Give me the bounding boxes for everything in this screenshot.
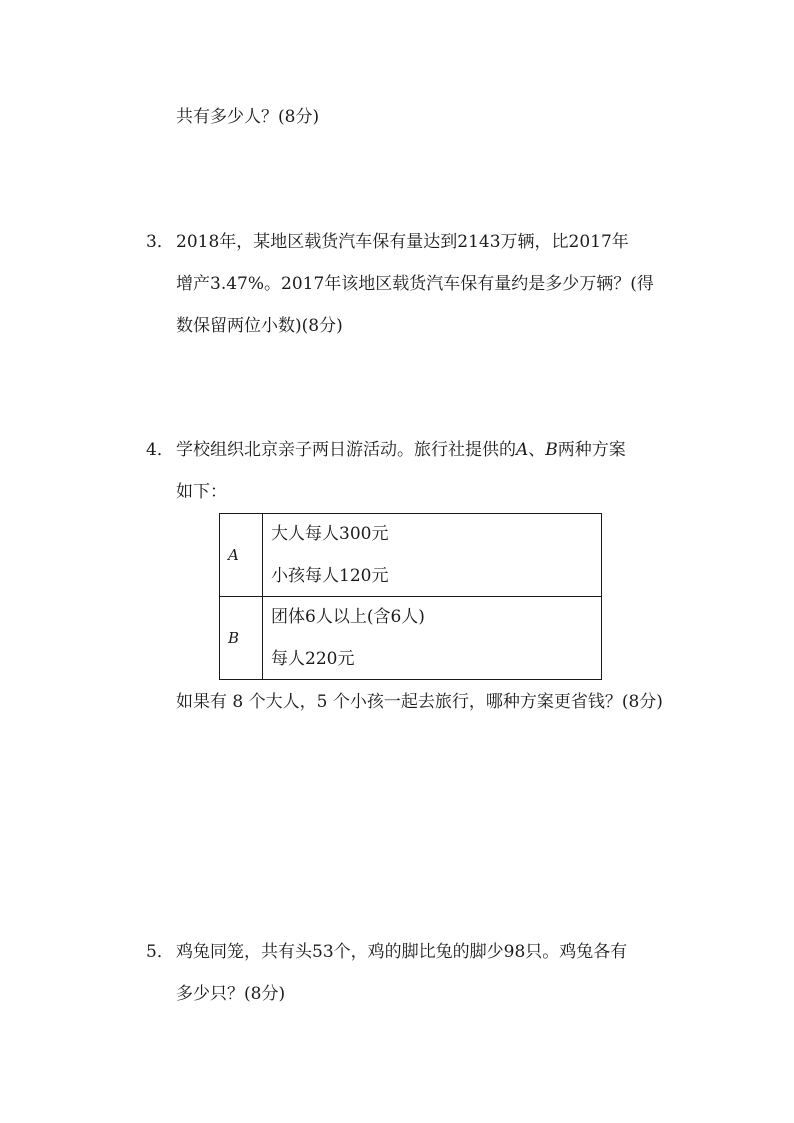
question-4-line-1	[176, 438, 626, 462]
question-3-line-3: 数保留两位小数)(8分)	[176, 316, 343, 336]
plan-b-label: B	[220, 597, 263, 680]
plan-a-content	[263, 514, 602, 597]
question-3-line-2: 增产3.47%。2017年该地区载货汽车保有量约是多少万辆？(得	[176, 274, 654, 294]
plan-a-line-1: 大人每人300元	[271, 524, 389, 544]
question-2-continuation: 共有多少人？(8分)	[176, 107, 320, 127]
question-4-line-1-text-b: 两种方案	[557, 440, 626, 460]
question-5-number: 5．	[146, 942, 174, 962]
plan-b-line-2: 每人220元	[271, 649, 355, 669]
question-5-line-2: 多少只？(8分)	[176, 984, 286, 1004]
table-row-b	[220, 597, 602, 680]
separator: 、	[528, 440, 546, 460]
plan-b-content	[263, 597, 602, 680]
table-row-a	[220, 514, 602, 597]
option-a-ref: A	[516, 440, 529, 460]
question-4-line-2: 如下：	[176, 482, 227, 502]
question-4-line-1-text-a: 学校组织北京亲子两日游活动。旅行社提供的	[176, 440, 516, 460]
option-b-ref: B	[545, 440, 558, 460]
plan-table	[219, 513, 602, 680]
question-3-number: 3．	[146, 232, 174, 252]
plan-a-label: A	[220, 514, 263, 597]
question-5-line-1: 鸡兔同笼，共有头53个，鸡的脚比兔的脚少98只。鸡兔各有	[176, 942, 628, 962]
question-4-number: 4．	[146, 440, 174, 460]
plan-a-line-2: 小孩每人120元	[271, 566, 389, 586]
question-3-line-1: 2018年，某地区载货汽车保有量达到2143万辆，比2017年	[176, 232, 629, 252]
plan-b-line-1: 团体6人以上(含6人)	[271, 607, 425, 627]
question-4-question: 如果有 8 个大人，5 个小孩一起去旅行，哪种方案更省钱？(8分)	[176, 692, 663, 712]
